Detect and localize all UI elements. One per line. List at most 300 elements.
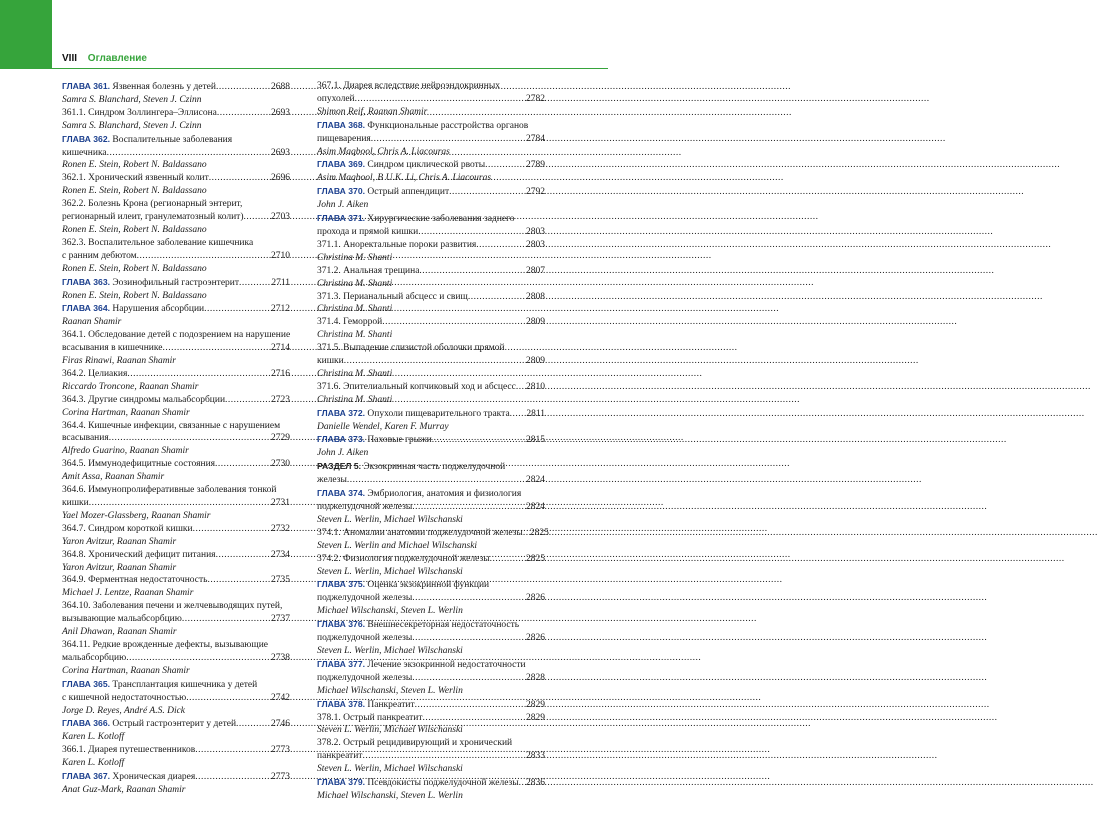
toc-entry-title: Эозинофильный гастроэнтерит bbox=[112, 277, 240, 288]
toc-author: Raanan Shamir bbox=[62, 317, 122, 328]
toc-author: Ronen E. Stein, Robert N. Baldassano bbox=[62, 290, 207, 301]
toc-entry-title: 362.3. Воспалительное заболевание кишечника bbox=[62, 237, 254, 248]
dot-leader bbox=[362, 750, 525, 763]
toc-entry bbox=[317, 158, 545, 172]
toc-entry-title: Панкреатит bbox=[367, 699, 415, 710]
toc-entry-title: 366.1. Диарея путешественников bbox=[62, 745, 196, 756]
chapter-label: ГЛАВА 375. bbox=[317, 579, 365, 590]
dot-leader bbox=[225, 394, 270, 407]
toc-entry bbox=[62, 394, 290, 407]
dot-leader bbox=[415, 699, 525, 712]
toc-entry-title: 364.1. Обследование детей с подозрением на нарушение bbox=[62, 330, 291, 341]
toc-author: Christina M. Shanti bbox=[317, 304, 393, 315]
toc-page-number: 2829 bbox=[526, 712, 545, 723]
toc-entry-title: кишки bbox=[62, 498, 89, 508]
toc-entry-title: Оценка экзокринной функции bbox=[367, 580, 490, 591]
toc-entry-line bbox=[62, 368, 290, 381]
toc-page-number: 2789 bbox=[526, 160, 545, 171]
toc-entry-title: Хирургические заболевания заднего bbox=[367, 214, 515, 225]
toc-page-number: 2742 bbox=[271, 692, 290, 703]
dot-leader bbox=[186, 692, 270, 705]
toc-entry-title: 364.11. Редкие врожденные дефекты, вызывающие bbox=[62, 639, 269, 650]
dot-leader bbox=[162, 342, 270, 355]
toc-author: Michael Wilschanski, Steven L. Werlin bbox=[317, 606, 463, 617]
toc-entry-line bbox=[317, 672, 545, 685]
toc-entry-line bbox=[62, 549, 290, 562]
toc-entry bbox=[62, 107, 290, 120]
toc-entry-title: опухолей bbox=[317, 93, 355, 104]
toc-entry-line bbox=[62, 678, 290, 692]
toc-entry-line bbox=[62, 717, 290, 731]
toc-entry bbox=[62, 770, 290, 784]
toc-author: Ronen E. Stein, Robert N. Baldassano bbox=[62, 186, 207, 197]
dot-leader bbox=[476, 239, 525, 252]
toc-page-number: 2803 bbox=[526, 239, 545, 250]
toc-entry-line bbox=[62, 432, 290, 445]
toc-author: Danielle Wendel, Karen F. Murray bbox=[317, 421, 449, 432]
toc-entry-line bbox=[317, 93, 545, 106]
toc-page-number: 2734 bbox=[271, 549, 290, 560]
toc-entry-title: 378.2. Острый рецидивирующий и хронический bbox=[317, 738, 513, 749]
toc-entry-title: 371.6. Эпителиальный копчиковый ход и абсцесс bbox=[317, 381, 516, 392]
dot-leader bbox=[244, 211, 271, 224]
toc-entry-title: 364.3. Другие синдромы мальабсорбции bbox=[62, 394, 226, 405]
toc-page-number: 2811 bbox=[526, 408, 545, 419]
toc-page-number: 2693 bbox=[271, 107, 290, 118]
toc-entry bbox=[62, 80, 290, 94]
toc-entry bbox=[62, 523, 290, 536]
toc-entry bbox=[317, 527, 549, 540]
running-header bbox=[62, 53, 147, 65]
toc-entry-title: 364.5. Иммунодефицитные состояния bbox=[62, 459, 216, 470]
toc-column-left bbox=[62, 80, 290, 797]
toc-entry-line bbox=[62, 211, 290, 224]
toc-entry-line bbox=[317, 433, 545, 447]
toc-entry bbox=[62, 458, 290, 471]
toc-entry-line bbox=[317, 291, 545, 304]
dot-leader bbox=[355, 93, 525, 106]
toc-entry-title: всасывания в кишечнике bbox=[62, 343, 163, 354]
toc-entry-title: вызывающие мальабсорбцию bbox=[62, 614, 182, 625]
toc-entry-line bbox=[317, 737, 545, 750]
toc-entry-line bbox=[317, 501, 545, 514]
dot-leader bbox=[217, 107, 270, 120]
toc-page-number: 2782 bbox=[526, 93, 545, 104]
toc-entry-title: поджелудочной железы bbox=[317, 633, 413, 644]
toc-entry-line bbox=[62, 80, 290, 94]
toc-entry-title: поджелудочной железы bbox=[317, 593, 413, 604]
toc-author: John J. Aiken bbox=[317, 200, 369, 211]
toc-entry bbox=[62, 639, 290, 665]
toc-entry-line bbox=[62, 744, 290, 757]
toc-entry-title: Опухоли пищеварительного тракта bbox=[367, 408, 510, 419]
toc-entry-title: кишечника bbox=[62, 147, 107, 158]
chapter-label: ГЛАВА 361. bbox=[62, 81, 110, 91]
toc-page-number: 2688 bbox=[271, 82, 290, 92]
toc-entry-title: 371.1. Аноректальные пороки развития bbox=[317, 239, 477, 250]
dot-leader bbox=[418, 226, 525, 239]
toc-page-number: 2746 bbox=[271, 719, 290, 730]
toc-author: Anil Dhawan, Raanan Shamir bbox=[62, 627, 177, 638]
toc-entry-title: поджелудочной железы bbox=[317, 502, 413, 512]
toc-author: Michael J. Lentze, Raanan Shamir bbox=[62, 588, 194, 599]
toc-page-number: 2703 bbox=[271, 212, 290, 223]
toc-entry-title: регионарный илеит, гранулематозный колит) bbox=[62, 212, 244, 223]
toc-page-number: 2826 bbox=[526, 633, 545, 644]
chapter-label: ГЛАВА 366. bbox=[62, 718, 110, 729]
dot-leader bbox=[215, 458, 270, 471]
toc-entry bbox=[62, 574, 290, 587]
toc-entry-line bbox=[62, 329, 290, 342]
toc-page-number: 2773 bbox=[271, 745, 290, 756]
toc-entry-line bbox=[62, 484, 290, 497]
dot-leader bbox=[126, 652, 270, 665]
toc-entry-line bbox=[317, 658, 545, 672]
dot-leader bbox=[449, 186, 525, 199]
toc-entry-title: 364.4. Кишечные инфекции, связанные с нарушением bbox=[62, 420, 281, 431]
dot-leader bbox=[195, 771, 270, 784]
toc-entry-title: Воспалительные заболевания bbox=[112, 134, 233, 145]
toc-entry-title: Хроническая диарея bbox=[112, 772, 196, 783]
toc-author: Steven L. Werlin, Michael Wilschanski bbox=[317, 514, 463, 525]
toc-page-number: 2807 bbox=[526, 265, 545, 276]
toc-entry-line bbox=[317, 698, 545, 712]
toc-page-number: 2809 bbox=[526, 356, 545, 367]
toc-entry-line bbox=[62, 302, 290, 316]
toc-entry-line bbox=[317, 342, 545, 355]
toc-entry bbox=[62, 549, 290, 562]
toc-entry-line bbox=[62, 394, 290, 407]
toc-entry bbox=[317, 712, 545, 725]
toc-entry bbox=[62, 198, 290, 224]
toc-entry-line bbox=[62, 639, 290, 652]
page-number: VIII bbox=[62, 53, 78, 64]
toc-entry-line bbox=[317, 776, 545, 790]
toc-page-number: 2810 bbox=[526, 381, 545, 392]
dot-leader bbox=[347, 474, 525, 487]
toc-entry-title: пищеварения bbox=[317, 133, 371, 144]
chapter-label: ГЛАВА 364. bbox=[62, 303, 110, 314]
toc-entry bbox=[317, 291, 545, 304]
toc-author: Karen L. Kotloff bbox=[62, 732, 125, 743]
chapter-label: ГЛАВА 363. bbox=[62, 276, 110, 287]
dot-leader bbox=[344, 355, 525, 368]
toc-entry bbox=[62, 600, 290, 626]
toc-entry-title: Лечение экзокринной недостаточности bbox=[367, 659, 526, 670]
toc-entry-title: 367.1. Диарея вследствие нейроэндокринных bbox=[317, 81, 500, 91]
toc-entry-line bbox=[317, 487, 545, 501]
toc-entry bbox=[317, 239, 545, 252]
toc-page-number: 2773 bbox=[271, 772, 290, 783]
dot-leader bbox=[510, 408, 526, 421]
toc-entry-line bbox=[317, 133, 545, 146]
toc-entry-title: кишки bbox=[317, 356, 344, 367]
toc-author: Asim Maqbool, Chris A. Liacouras bbox=[317, 146, 450, 157]
toc-entry-title: 374.1. Аномалии анатомии поджелудочной железы bbox=[317, 527, 523, 538]
toc-author: Ronen E. Stein, Robert N. Baldassano bbox=[62, 160, 207, 171]
toc-entry bbox=[317, 460, 545, 487]
toc-entry-title: 371.2. Анальная трещина bbox=[317, 265, 420, 276]
dot-leader bbox=[432, 434, 525, 447]
toc-author: Steven L. Werlin, Michael Wilschanski bbox=[317, 764, 463, 775]
toc-author: Christina M. Shanti bbox=[317, 278, 393, 289]
toc-entry-line bbox=[317, 474, 545, 487]
toc-entry bbox=[317, 487, 545, 514]
toc-page-number: 2824 bbox=[526, 475, 545, 486]
toc-entry-line bbox=[317, 316, 545, 329]
toc-entry bbox=[62, 368, 290, 381]
toc-page-number: 2803 bbox=[526, 226, 545, 237]
toc-entry-line bbox=[317, 750, 545, 763]
toc-entry bbox=[317, 407, 545, 421]
toc-entry-title: с кишечной недостаточностью bbox=[62, 692, 187, 703]
toc-entry bbox=[317, 553, 545, 566]
dot-leader bbox=[137, 250, 270, 263]
toc-entry-title: 364.7. Синдром короткой кишки bbox=[62, 523, 193, 534]
toc-author: Christina M. Shanti bbox=[317, 252, 393, 263]
toc-entry-title: 371.4. Геморрой bbox=[317, 317, 383, 328]
toc-entry-title: Острый гастроэнтерит у детей bbox=[112, 719, 237, 730]
toc-entry-line bbox=[62, 652, 290, 665]
toc-entry bbox=[317, 698, 545, 712]
toc-page-number: 2792 bbox=[526, 187, 545, 198]
toc-entry-line bbox=[317, 355, 545, 368]
toc-page-number: 2730 bbox=[271, 459, 290, 470]
toc-entry-line bbox=[62, 276, 290, 290]
toc-entry-title: мальабсорбцию bbox=[62, 652, 127, 663]
toc-author: Steven L. Werlin and Michael Wilschanski bbox=[317, 540, 478, 551]
toc-entry-line bbox=[62, 250, 290, 263]
toc-page-number: 2828 bbox=[526, 672, 545, 683]
dot-leader bbox=[107, 147, 270, 160]
toc-page-number: 2696 bbox=[271, 173, 290, 184]
dot-leader bbox=[468, 291, 525, 304]
chapter-color-bar bbox=[0, 0, 52, 69]
dot-leader bbox=[209, 172, 270, 185]
toc-entry-title: поджелудочной железы bbox=[317, 672, 413, 683]
toc-author: Asim Maqbool, B U.K. Li, Chris A. Liacouras bbox=[317, 173, 492, 184]
dot-leader bbox=[423, 712, 525, 725]
toc-entry-title: панкреатит bbox=[317, 751, 363, 762]
chapter-label: ГЛАВА 376. bbox=[317, 619, 365, 630]
dot-leader bbox=[216, 81, 270, 94]
dot-leader bbox=[109, 432, 270, 445]
dot-leader bbox=[371, 133, 525, 146]
dot-leader bbox=[193, 523, 270, 536]
toc-author: Anat Guz-Mark, Raanan Shamir bbox=[62, 784, 186, 795]
toc-page-number: 2808 bbox=[526, 291, 545, 302]
toc-entry-title: 364.6. Иммунопролиферативные заболевания тонкой bbox=[62, 485, 277, 496]
toc-entry bbox=[317, 185, 545, 199]
toc-entry-line bbox=[317, 265, 545, 278]
toc-entry-line bbox=[62, 133, 290, 147]
toc-entry-line bbox=[317, 212, 545, 226]
toc-entry bbox=[317, 737, 545, 763]
toc-page-number: 2714 bbox=[271, 343, 290, 354]
toc-entry-line bbox=[317, 632, 545, 645]
section-title: Оглавление bbox=[87, 53, 147, 64]
dot-leader bbox=[485, 159, 525, 172]
toc-column-right bbox=[317, 80, 549, 803]
chapter-label: ГЛАВА 372. bbox=[317, 407, 365, 418]
toc-entry bbox=[62, 484, 290, 510]
toc-page-number: 2833 bbox=[526, 751, 545, 762]
header-rule bbox=[52, 68, 608, 69]
dot-leader bbox=[89, 497, 270, 510]
toc-entry bbox=[62, 302, 290, 316]
toc-author: Shimon Reif, Raanan Shamir bbox=[317, 106, 428, 117]
dot-leader bbox=[195, 744, 270, 757]
toc-entry-line bbox=[62, 342, 290, 355]
toc-page-number: 2711 bbox=[271, 277, 290, 288]
toc-entry-line bbox=[62, 198, 290, 211]
toc-entry-title: 378.1. Острый панкреатит bbox=[317, 712, 423, 723]
toc-page-number: 2729 bbox=[271, 433, 290, 444]
toc-entry-line bbox=[317, 527, 549, 540]
toc-entry-line bbox=[62, 523, 290, 536]
toc-entry-title: с ранним дебютом bbox=[62, 250, 137, 261]
toc-entry-title: 364.8. Хронический дефицит питания bbox=[62, 549, 216, 560]
toc-author: Samra S. Blanchard, Steven J. Czinn bbox=[62, 94, 202, 105]
toc-entry-line bbox=[62, 613, 290, 626]
toc-author: Steven L. Werlin, Michael Wilschanski bbox=[317, 566, 463, 577]
toc-entry-title: 371.3. Перианальный абсцесс и свищ bbox=[317, 291, 468, 302]
dot-leader bbox=[412, 672, 525, 685]
toc-page-number: 2825 bbox=[529, 527, 549, 538]
toc-entry-title: 362.2. Болезнь Крона (регионарный энтерит, bbox=[62, 199, 243, 210]
toc-entry bbox=[62, 133, 290, 160]
toc-page-number: 2732 bbox=[271, 523, 290, 534]
toc-entry bbox=[317, 381, 545, 394]
toc-entry-title: 364.2. Целиакия bbox=[62, 368, 128, 379]
toc-author: Yaron Avitzur, Raanan Shamir bbox=[62, 536, 177, 547]
toc-page-number: 2710 bbox=[271, 250, 290, 261]
chapter-label: ГЛАВА 367. bbox=[62, 771, 110, 782]
toc-entry-line bbox=[317, 592, 545, 605]
toc-entry bbox=[62, 329, 290, 355]
toc-entry-line bbox=[317, 239, 545, 252]
toc-page-number: 2731 bbox=[271, 498, 290, 508]
toc-entry-line bbox=[317, 553, 545, 566]
toc-entry-line bbox=[62, 770, 290, 784]
toc-entry-line bbox=[62, 237, 290, 250]
toc-entry-line bbox=[317, 407, 545, 421]
toc-entry bbox=[317, 433, 545, 447]
toc-entry bbox=[62, 744, 290, 757]
toc-author: Yael Mozer-Glassberg, Raanan Shamir bbox=[62, 510, 211, 521]
toc-page-number: 2836 bbox=[526, 778, 545, 789]
dot-leader bbox=[208, 574, 271, 587]
toc-entry-line bbox=[62, 497, 290, 510]
toc-entry-line bbox=[62, 692, 290, 705]
toc-entry bbox=[317, 119, 545, 146]
toc-entry-title: 361.1. Синдром Золлингера–Эллисона bbox=[62, 107, 217, 118]
toc-entry-title: Нарушения абсорбции bbox=[112, 304, 205, 315]
toc-entry-line bbox=[317, 712, 545, 725]
toc-entry bbox=[62, 717, 290, 731]
toc-entry-line bbox=[317, 80, 545, 93]
toc-author: Ronen E. Stein, Robert N. Baldassano bbox=[62, 263, 207, 274]
toc-entry-title: железы bbox=[317, 475, 347, 486]
toc-entry-line bbox=[317, 578, 545, 592]
dot-leader bbox=[412, 592, 525, 605]
toc-page-number: 2735 bbox=[271, 575, 290, 586]
chapter-label: ГЛАВА 378. bbox=[317, 698, 365, 709]
toc-page-number: 2824 bbox=[526, 502, 545, 512]
dot-leader bbox=[236, 718, 270, 731]
toc-entry bbox=[317, 658, 545, 685]
toc-entry-title: 364.10. Заболевания печени и желчевыводящих путей, bbox=[62, 601, 283, 612]
dot-leader bbox=[516, 381, 525, 394]
dot-leader bbox=[216, 549, 270, 562]
toc-entry bbox=[62, 420, 290, 446]
toc-page-number: 2809 bbox=[526, 317, 545, 328]
toc-page-number: 2815 bbox=[526, 435, 545, 446]
toc-entry bbox=[317, 776, 545, 790]
toc-entry bbox=[317, 212, 545, 239]
toc-entry-title: Эмбриология, анатомия и физиология bbox=[367, 489, 522, 500]
toc-entry-title: Трансплантация кишечника у детей bbox=[112, 679, 258, 690]
toc-entry-title: 364.9. Ферментная недостаточность bbox=[62, 575, 208, 586]
dot-leader bbox=[412, 501, 525, 514]
toc-entry-line bbox=[62, 600, 290, 613]
toc-entry-line bbox=[317, 185, 545, 199]
chapter-label: ГЛАВА 362. bbox=[62, 133, 110, 144]
dot-leader bbox=[239, 277, 270, 290]
toc-author: John J. Aiken bbox=[317, 448, 369, 459]
toc-entry-line bbox=[317, 158, 545, 172]
toc-entry-title: Внешнесекреторная недостаточность bbox=[367, 620, 520, 631]
toc-author: Riccardo Troncone, Raanan Shamir bbox=[62, 381, 199, 392]
toc-entry-title: Острый аппендицит bbox=[367, 187, 450, 198]
chapter-label: ГЛАВА 368. bbox=[317, 119, 365, 130]
toc-entry bbox=[317, 618, 545, 645]
toc-entry bbox=[317, 265, 545, 278]
toc-entry-title: Псевдокисты поджелудочной железы bbox=[367, 778, 519, 789]
toc-author: Alfredo Guarino, Raanan Shamir bbox=[62, 446, 189, 457]
toc-entry-line bbox=[317, 381, 545, 394]
toc-author: Corina Hartman, Raanan Shamir bbox=[62, 665, 190, 676]
toc-page-number: 2712 bbox=[271, 304, 290, 315]
toc-entry-title: Функциональные расстройства органов bbox=[367, 120, 529, 131]
toc-author: Christina M. Shanti bbox=[317, 330, 393, 341]
chapter-label: ГЛАВА 373. bbox=[317, 434, 365, 445]
toc-entry bbox=[62, 172, 290, 185]
toc-entry bbox=[317, 316, 545, 329]
toc-author: Christina M. Shanti bbox=[317, 368, 393, 379]
toc-entry bbox=[317, 80, 545, 106]
toc-entry-title: Синдром циклической рвоты bbox=[367, 160, 486, 171]
toc-entry-title: 362.1. Хронический язвенный колит bbox=[62, 173, 209, 184]
toc-author: Ronen E. Stein, Robert N. Baldassano bbox=[62, 224, 207, 235]
toc-author: Steven L. Werlin, Michael Wilschanski bbox=[317, 645, 463, 656]
toc-entry-line bbox=[317, 460, 545, 474]
toc-author: Amit Assa, Raanan Shamir bbox=[62, 472, 165, 483]
toc-author: Karen L. Kotloff bbox=[62, 758, 125, 769]
dot-leader bbox=[182, 613, 270, 626]
toc-page-number: 2829 bbox=[526, 699, 545, 710]
toc-page-number: 2825 bbox=[526, 553, 545, 564]
dot-leader bbox=[127, 368, 270, 381]
chapter-label: ГЛАВА 371. bbox=[317, 213, 365, 224]
chapter-label: ГЛАВА 377. bbox=[317, 658, 365, 669]
toc-author: Corina Hartman, Raanan Shamir bbox=[62, 407, 190, 418]
toc-entry-line bbox=[317, 119, 545, 133]
toc-entry bbox=[62, 678, 290, 705]
dot-leader bbox=[419, 265, 525, 278]
toc-entry-line bbox=[62, 172, 290, 185]
toc-entry-line bbox=[62, 420, 290, 433]
